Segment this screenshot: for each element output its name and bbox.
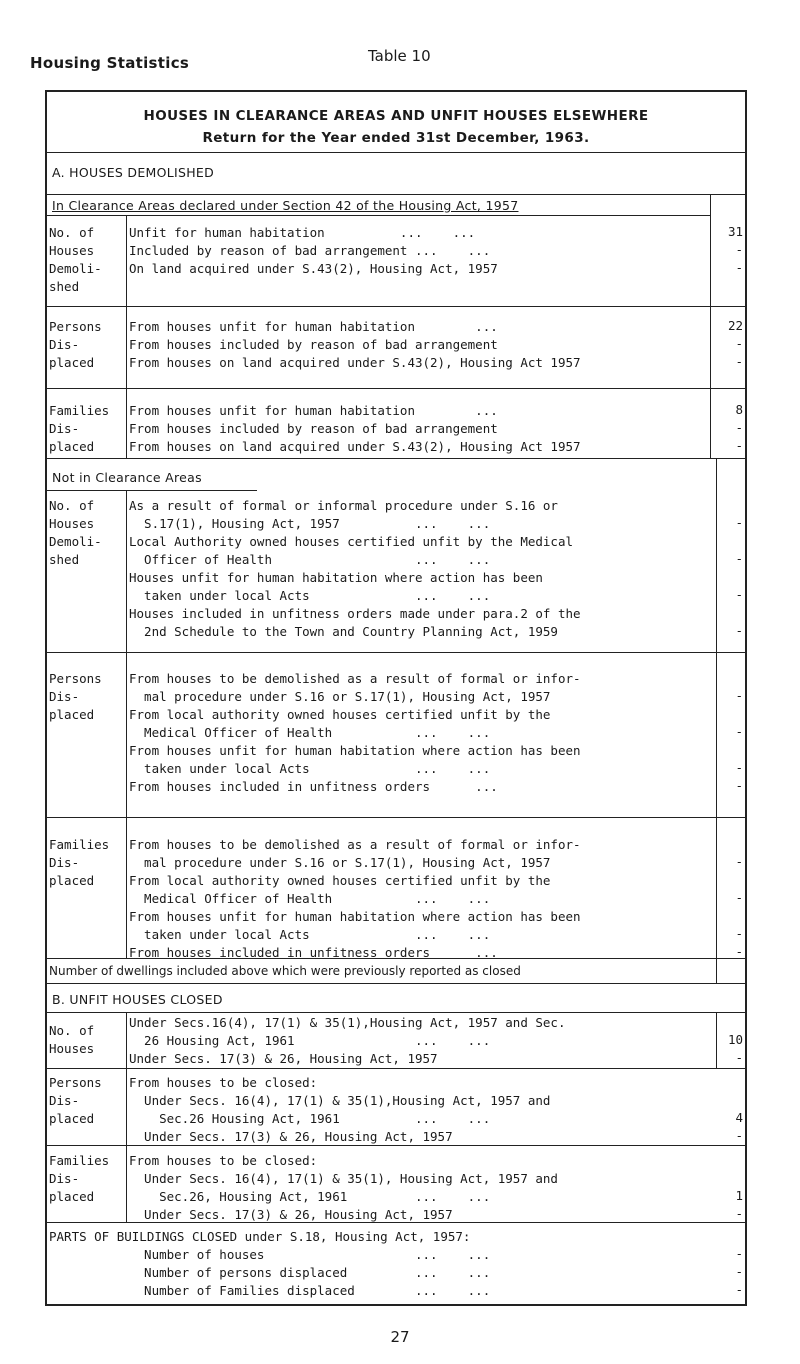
value-cell: - — [735, 1246, 743, 1261]
rule — [45, 652, 747, 653]
value-cell: - — [735, 336, 743, 351]
value-cell: - — [735, 944, 743, 959]
table-title: HOUSES IN CLEARANCE AREAS AND UNFIT HOUSES ELSEWHERE — [143, 108, 649, 124]
value-cell: - — [735, 242, 743, 257]
rule — [45, 1012, 747, 1013]
value-cell: - — [735, 688, 743, 703]
row-desc-families-displaced: From houses to be demolished as a result of formal or infor- mal procedure under S.16 or S.17(1), Housing Act, 1957 From local authority owned houses certified unfit by the Medical Officer of Health ... ... From houses unfit for human habitation where action has been taken under local Acts ... ... From houses included in unfitness orders ... — [129, 837, 581, 960]
row-label-houses-demolished: No. of Houses Demoli- shed — [49, 498, 102, 567]
previously-closed-row: Number of dwellings included above which were previously reported as closed — [49, 964, 521, 978]
not-clearance-heading: Not in Clearance Areas — [52, 470, 202, 485]
section-b-heading: B. UNFIT HOUSES CLOSED — [52, 992, 223, 1007]
row-desc-persons-displaced: From houses unfit for human habitation ... From houses included by reason of bad arrangement From houses on land acquired under S.43(2), Housing Act 1957 — [129, 319, 581, 370]
table-subtitle: Return for the Year ended 31st December, 1963. — [202, 130, 590, 146]
parts-heading: PARTS OF BUILDINGS CLOSED under S.18, Housing Act, 1957: — [49, 1229, 471, 1244]
value-cell: - — [735, 438, 743, 453]
row-desc-houses-demolished: Unfit for human habitation ... ... Included by reason of bad arrangement ... ... On land acquired under S.43(2), Housing Act, 1957 — [129, 225, 498, 276]
parts-of-buildings-block — [49, 1228, 649, 1246]
rule — [45, 152, 747, 153]
value-cell: - — [735, 926, 743, 941]
rule — [45, 490, 257, 491]
value-cell: 10 — [727, 1032, 743, 1047]
rule — [45, 458, 747, 459]
rule — [45, 215, 710, 216]
column-rule — [126, 490, 127, 958]
rule — [45, 983, 747, 984]
value-cell: - — [735, 354, 743, 369]
value-cell: 8 — [735, 402, 743, 417]
value-cell: - — [735, 420, 743, 435]
value-cell: - — [735, 724, 743, 739]
row-desc-persons-displaced: From houses to be demolished as a result of formal or infor- mal procedure under S.16 or S.17(1), Housing Act, 1957 From local authority owned houses certified unfit by the Medical Officer of Health ... ... From houses unfit for human habitation where action has been taken under local Acts ... ... From houses included in unfitness orders ... — [129, 671, 581, 794]
rule — [45, 817, 747, 818]
column-rule — [126, 215, 127, 458]
value-cell: - — [735, 854, 743, 869]
row-label-houses-demolished: No. of Houses Demoli- shed — [49, 225, 102, 294]
value-cell: - — [735, 778, 743, 793]
row-label-persons-displaced: Persons Dis- placed — [49, 319, 102, 370]
value-cell: - — [735, 260, 743, 275]
value-cell: - — [735, 1050, 743, 1065]
row-desc-persons-displaced: From houses to be closed: Under Secs. 16(4), 17(1) & 35(1),Housing Act, 1957 and Sec.26 Housing Act, 1961 ... ... Under Secs. 17(3) & 26, Housing Act, 1957 — [129, 1075, 551, 1144]
value-cell: - — [735, 890, 743, 905]
clearance-areas-heading: In Clearance Areas declared under Section 42 of the Housing Act, 1957 — [52, 198, 519, 213]
value-cell: - — [735, 551, 743, 566]
row-label-persons-displaced: Persons Dis- placed — [49, 671, 102, 722]
row-label-persons-displaced: Persons Dis- placed — [49, 1075, 102, 1126]
value-cell: 31 — [727, 224, 743, 239]
row-desc-houses-demolished: As a result of formal or informal procedure under S.16 or S.17(1), Housing Act, 1957 ... ... Local Authority owned houses certified unfit by the Medical Officer of Health ... ... Houses unfit for human habitation where action has been taken under local Acts ... ... Houses included in unfitness orders made under para.2 of the 2nd Schedule to the Town and Country Planning Act, 1959 — [129, 498, 581, 639]
page-header-left: Housing Statistics — [30, 54, 190, 72]
page-number: 27 — [390, 1328, 410, 1346]
section-a-heading: A. HOUSES DEMOLISHED — [52, 165, 215, 180]
value-cell: - — [735, 1206, 743, 1221]
value-cell: - — [735, 587, 743, 602]
value-cell: - — [735, 623, 743, 638]
row-label-families-displaced: Families Dis- placed — [49, 837, 110, 888]
row-desc-families-displaced: From houses to be closed: Under Secs. 16(4), 17(1) & 35(1), Housing Act, 1957 and Sec.26, Housing Act, 1961 ... ... Under Secs. 17(3) & 26, Housing Act, 1957 — [129, 1153, 558, 1222]
row-label-families-displaced: Families Dis- placed — [49, 403, 110, 454]
row-desc-houses-closed: Under Secs.16(4), 17(1) & 35(1),Housing Act, 1957 and Sec. 26 Housing Act, 1961 ... ... Under Secs. 17(3) & 26, Housing Act, 1957 — [129, 1015, 566, 1066]
rule — [45, 388, 747, 389]
parts-of-buildings-rows: Number of houses ... ... Number of persons displaced ... ... Number of Families displaced ... ... — [129, 1247, 491, 1298]
table-number: Table 10 — [368, 47, 431, 65]
row-desc-families-displaced: From houses unfit for human habitation ... From houses included by reason of bad arrangement From houses on land acquired under S.43(2), Housing Act 1957 — [129, 403, 581, 454]
value-cell: - — [735, 1264, 743, 1279]
value-cell: 4 — [735, 1110, 743, 1125]
value-cell: 1 — [735, 1188, 743, 1203]
value-cell: - — [735, 1282, 743, 1297]
value-cell: - — [735, 515, 743, 530]
value-cell: - — [735, 1128, 743, 1143]
value-cell: 22 — [727, 318, 743, 333]
rule — [45, 306, 747, 307]
rule — [45, 1068, 747, 1069]
rule — [45, 194, 747, 195]
column-rule — [126, 1012, 127, 1222]
row-label-houses-closed: No. of Houses — [49, 1023, 95, 1056]
value-cell: - — [735, 760, 743, 775]
row-label-families-displaced: Families Dis- placed — [49, 1153, 110, 1204]
